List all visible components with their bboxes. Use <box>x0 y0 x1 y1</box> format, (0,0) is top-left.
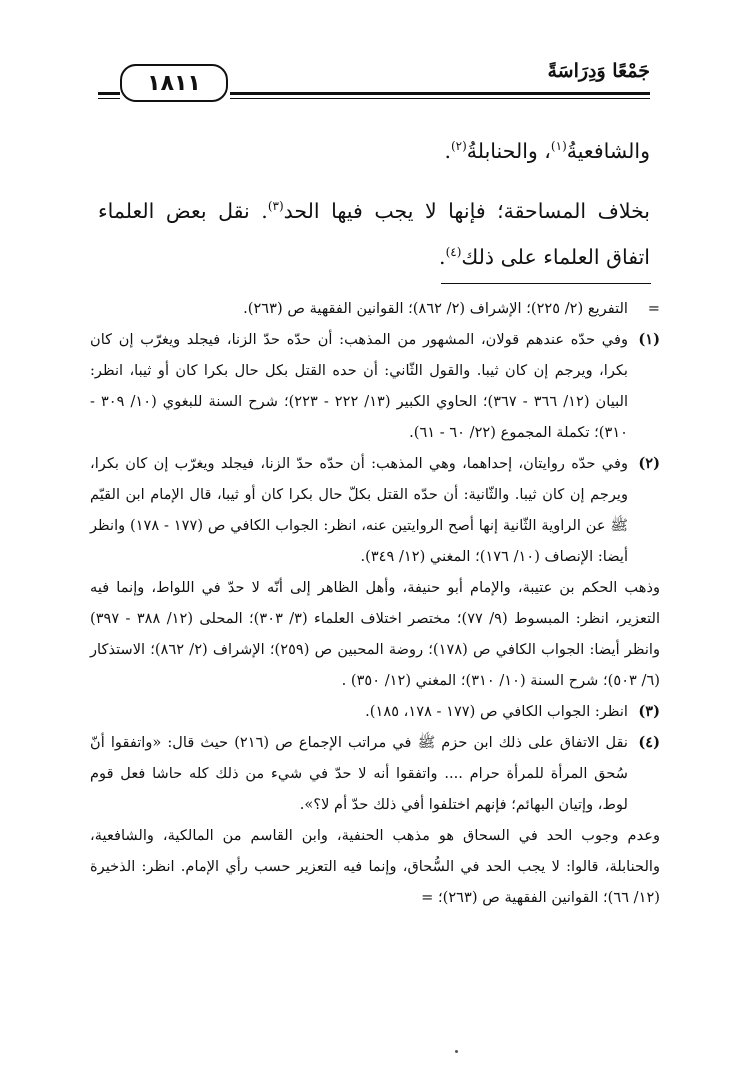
header-rule-left-thin <box>98 98 120 99</box>
footnote-4-paragraph-2 <box>90 820 660 913</box>
page-speck <box>455 1050 458 1053</box>
footnotes <box>90 293 660 913</box>
main-paragraph-2: بخلاف المساحقة؛ فإنها لا يجب فيها الحد$^{(٣)}$. نقل بعض العلماء اتفاق العلماء على ذلك$^{(٤)}$. <box>98 199 651 269</box>
footnote-3 <box>90 696 660 727</box>
footnote-1-text: وفي حدّه عندهم قولان، المشهور من المذهب: أن حدّه حدّ الزنا، فيجلد ويغرّب إن كان بكرا، ويرجم إن كان ثيبا. والقول الثّاني: أن حده القتل بكل حال بكرا كان أو ثيبا، انظر: البيان (١٢/ ٣٦٦ - ٣٦٧)؛ الحاوي الكبير (١٣/ ٢٢٢ - ٢٢٣)؛ شرح السنة للبغوي (١٠/ ٣٠٩ - ٣١٠)؛ تكملة المجموع (٢٢/ ٦٠ - ٦١). <box>90 331 629 441</box>
footnote-number-2: (٢) <box>638 455 660 472</box>
footnote-3-text: انظر: الجواب الكافي ص (١٧٧ - ١٧٨، ١٨٥). <box>365 703 628 720</box>
footnote-number-1: (١) <box>638 331 660 348</box>
footnote-4-text-1: نقل الاتفاق على ذلك ابن حزم ﷺ في مراتب الإجماع ص (٢١٦) حيث قال: «واتفقوا أنّ سُحق المرأة للمرأة حرام .... واتفقوا أنه لا حدّ في شيء من ذلك كله حاشا فعل قوم لوط، وإتيان البهائم؛ فإنهم اختلفوا أفي ذلك حدّ أم لا؟». <box>90 734 628 813</box>
footnote-1 <box>90 324 660 448</box>
page-number: ١٨١١ <box>147 70 201 96</box>
footnote-ref-2[interactable]: (٢) <box>450 139 467 154</box>
footnote-4 <box>90 727 660 820</box>
main-text <box>98 128 650 294</box>
footnote-4-text-2: وعدم وجوب الحد في السحاق هو مذهب الحنفية، وابن القاسم من المالكية، والشافعية، والحنابلة، قالوا: لا يجب الحد في السُّحاق، وإنما فيه التعزير حسب رأي الإمام. انظر: الذخيرة (١٢/ ٦٦)؛ القوانين الفقهية ص (٢٦٣)؛ = <box>90 827 660 906</box>
footnote-2 <box>90 448 660 572</box>
footnote-ref-3[interactable]: (٣) <box>267 199 284 214</box>
page-number-badge <box>120 64 228 102</box>
continuation-mark: = <box>647 300 660 317</box>
footnote-separator <box>441 283 651 284</box>
footnote-continuation-text: التفريع (٢/ ٢٢٥)؛ الإشراف (٢/ ٨٦٢)؛ القوانين الفقهية ص (٢٦٣). <box>243 300 628 317</box>
footnote-number-4: (٤) <box>638 734 660 751</box>
footnote-ref-4[interactable]: (٤) <box>445 245 462 260</box>
footnote-continuation <box>90 293 660 324</box>
footnote-2-paragraph-2 <box>90 572 660 696</box>
header-rule-thin <box>230 98 650 99</box>
header-rule-left-thick <box>98 92 120 95</box>
footnote-2-text-1: وفي حدّه روايتان، إحداهما، وهي المذهب: أن حدّه حدّ الزنا، فيجلد ويغرّب إن كان بكرا، ويرجم إن كان ثيبا. والثّانية: أن حدّه القتل بكلّ حال بكرا كان أو ثيبا، قال الإمام ابن القيّم ﷺ عن الراوية الثّانية إنها أصح الروايتين عنه، انظر: الجواب الكافي ص (١٧٧ - ١٧٨) وانظر أيضا: الإنصاف (١٠/ ١٧٦)؛ المغني (١٢/ ٣٤٩). <box>90 455 628 565</box>
page-header <box>98 56 650 116</box>
footnote-number-3: (٣) <box>638 703 660 720</box>
main-line-1: والشافعيةُ$^{(١)}$، والحنابلةُ$^{(٢)}$. <box>444 139 650 163</box>
running-title: جَمْعًا وَدِرَاسَةً <box>547 60 650 82</box>
footnote-ref-1[interactable]: (١) <box>550 139 567 154</box>
footnote-2-text-2: وذهب الحكم بن عتيبة، والإمام أبو حنيفة، وأهل الظاهر إلى أنّه لا حدّ في اللواط، وإنما فيه التعزير، انظر: المبسوط (٩/ ٧٧)؛ مختصر اختلاف العلماء (٣/ ٣٠٣)؛ المحلى (١٢/ ٣٨٨ - ٣٩٧) وانظر أيضا: الجواب الكافي ص (١٧٨)؛ روضة المحبين ص (٢٥٩)؛ الإشراف (٢/ ٨٦٢)؛ الاستذكار (٦/ ٥٠٣)؛ شرح السنة (١٠/ ٣١٠)؛ المغني (١٢/ ٣٥٠) . <box>90 579 660 689</box>
header-rule-thick <box>230 92 650 95</box>
